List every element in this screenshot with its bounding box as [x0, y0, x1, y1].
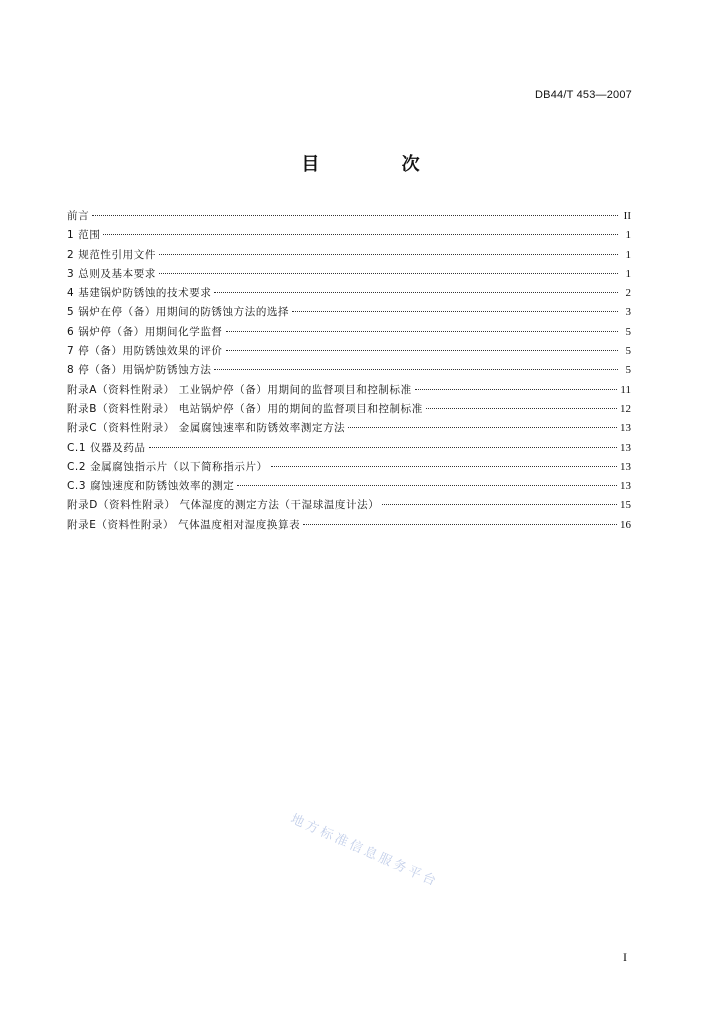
toc-entry-label: 附录D（资料性附录） 气体湿度的测定方法（干湿球温度计法）: [67, 499, 380, 512]
toc-leader-dots: [159, 254, 618, 255]
toc-entry-label: 5 锅炉在停（备）用期间的防锈蚀方法的选择: [67, 306, 290, 319]
toc-entry[interactable]: [67, 458, 631, 477]
toc-entry-label: 2 规范性引用文件: [67, 248, 156, 261]
toc-entry-label: 附录C（资料性附录） 金属腐蚀速率和防锈效率测定方法: [67, 422, 346, 435]
toc-entry[interactable]: [67, 516, 631, 535]
toc-leader-dots: [214, 369, 618, 370]
toc-entry-page: II: [623, 210, 631, 222]
toc-entry-label: 附录B（资料性附录） 电站锅炉停（备）用的期间的监督项目和控制标准: [67, 402, 423, 415]
toc-entry-page: 13: [620, 441, 631, 454]
toc-leader-dots: [292, 311, 618, 312]
toc-entry[interactable]: [67, 323, 631, 342]
toc-entry-page: 1: [625, 229, 631, 242]
document-code: DB44/T 453—2007: [535, 89, 632, 101]
toc-entry-page: 13: [620, 460, 631, 473]
toc-entry-page: 1: [625, 248, 631, 261]
toc-entry-page: 1: [625, 267, 631, 280]
toc-leader-dots: [271, 466, 617, 467]
toc-leader-dots: [226, 331, 618, 332]
toc-entry[interactable]: [67, 439, 631, 458]
toc-leader-dots: [149, 447, 617, 448]
toc-entry[interactable]: [67, 419, 631, 438]
toc-entry-page: 5: [625, 325, 631, 338]
toc-entry-label: 前言: [67, 210, 90, 222]
toc-entry-label: 附录A（资料性附录） 工业锅炉停（备）用期间的监督项目和控制标准: [67, 383, 412, 396]
toc-entry[interactable]: [67, 265, 631, 284]
toc-title: 目 次: [301, 154, 458, 175]
toc-entry[interactable]: [67, 303, 631, 322]
toc-leader-dots: [426, 408, 617, 409]
toc-entry-page: 12: [620, 402, 631, 415]
toc-entry-label: 6 锅炉停（备）用期间化学监督: [67, 325, 223, 338]
toc-entry-label: C.2 金属腐蚀指示片（以下简称指示片）: [67, 460, 268, 473]
toc-entry[interactable]: [67, 226, 631, 245]
page-number: I: [623, 950, 627, 964]
toc-entry[interactable]: [67, 477, 631, 496]
toc-entry-label: C.1 仪器及药品: [67, 441, 146, 454]
toc-leader-dots: [103, 234, 618, 235]
toc-leader-dots: [348, 427, 617, 428]
toc-entry-page: 2: [625, 287, 631, 300]
toc-entry[interactable]: [67, 284, 631, 303]
toc-entry-page: 5: [625, 364, 631, 377]
toc-leader-dots: [237, 485, 617, 486]
toc-entry-page: 5: [625, 345, 631, 358]
toc-entry-page: 15: [620, 499, 631, 512]
toc-entry-label: 8 停（备）用锅炉防锈蚀方法: [67, 364, 212, 377]
toc-leader-dots: [303, 524, 617, 525]
toc-entry-label: 4 基建锅炉防锈蚀的技术要求: [67, 287, 212, 300]
toc-leader-dots: [382, 504, 617, 505]
toc-entry-page: 11: [620, 383, 631, 396]
toc-leader-dots: [92, 215, 618, 216]
toc-entry[interactable]: [67, 207, 631, 226]
toc-entry-label: C.3 腐蚀速度和防锈蚀效率的测定: [67, 480, 235, 493]
toc-entry[interactable]: [67, 381, 631, 400]
toc-entry[interactable]: [67, 342, 631, 361]
toc-entry-label: 3 总则及基本要求: [67, 267, 156, 280]
toc-entry[interactable]: [67, 496, 631, 515]
toc-entry-page: 16: [620, 518, 631, 531]
toc-leader-dots: [415, 389, 618, 390]
toc-entry-label: 7 停（备）用防锈蚀效果的评价: [67, 345, 223, 358]
toc-entry-page: 13: [620, 480, 631, 493]
toc-leader-dots: [159, 273, 618, 274]
watermark: 地方标准信息服务平台: [288, 811, 441, 891]
toc-entry[interactable]: [67, 246, 631, 265]
toc-entry-label: 1 范围: [67, 229, 101, 242]
toc-entry[interactable]: [67, 400, 631, 419]
table-of-contents: [67, 207, 631, 535]
toc-entry-page: 3: [625, 306, 631, 319]
toc-leader-dots: [214, 292, 618, 293]
toc-entry-page: 13: [620, 422, 631, 435]
toc-leader-dots: [226, 350, 618, 351]
toc-entry-label: 附录E（资料性附录） 气体温度相对湿度换算表: [67, 518, 301, 531]
toc-entry[interactable]: [67, 361, 631, 380]
